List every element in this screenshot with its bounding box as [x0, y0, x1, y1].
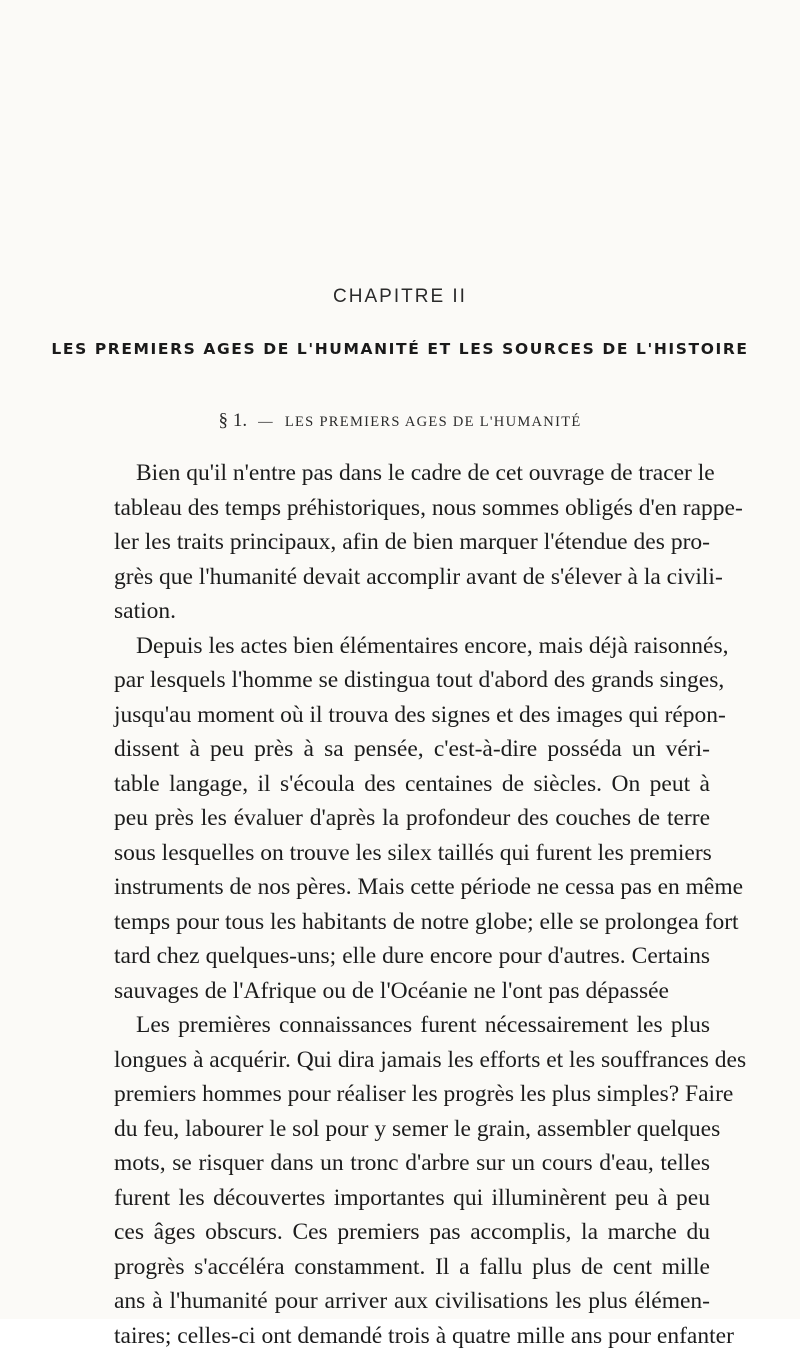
- text-line: Bien qu'il n'entre pas dans le cadre de cet ouvrage de tracer le: [114, 456, 710, 491]
- text-line: ler les traits principaux, afin de bien marquer l'étendue des pro-: [114, 525, 710, 560]
- text-line: sauvages de l'Afrique ou de l'Océanie ne l'ont pas dépassée: [114, 974, 710, 1009]
- text-line: longues à acquérir. Qui dira jamais les efforts et les souffrances des: [114, 1043, 710, 1078]
- text-line: table langage, il s'écoula des centaines de siècles. On peut à: [114, 767, 710, 802]
- body-text: [114, 456, 710, 1353]
- text-line: ces âges obscurs. Ces premiers pas accomplis, la marche du: [114, 1215, 710, 1250]
- chapter-heading: CHAPITRE II: [0, 286, 800, 308]
- text-line: premiers hommes pour réaliser les progrès les plus simples? Faire: [114, 1077, 710, 1112]
- text-line: taires; celles-ci ont demandé trois à quatre mille ans pour enfanter: [114, 1319, 710, 1353]
- text-line: sation.: [114, 594, 710, 629]
- text-line: dissent à peu près à sa pensée, c'est-à-dire posséda un véri-: [114, 732, 710, 767]
- section-number: 1.: [233, 410, 247, 431]
- text-line: tableau des temps préhistoriques, nous sommes obligés d'en rappe-: [114, 491, 710, 526]
- text-line: ans à l'humanité pour arriver aux civilisations les plus élémen-: [114, 1284, 710, 1319]
- text-line: Les premières connaissances furent nécessairement les plus: [114, 1008, 710, 1043]
- text-line: peu près les évaluer d'après la profondeur des couches de terre: [114, 801, 710, 836]
- text-line: tard chez quelques-uns; elle dure encore pour d'autres. Certains: [114, 939, 710, 974]
- section-title: LES PREMIERS AGES DE L'HUMANITÉ: [285, 414, 582, 430]
- section-heading: [0, 410, 800, 432]
- text-line: sous lesquelles on trouve les silex taillés qui furent les premiers: [114, 836, 710, 871]
- section-dash: —: [258, 414, 274, 430]
- text-line: progrès s'accéléra constamment. Il a fallu plus de cent mille: [114, 1250, 710, 1285]
- text-line: par lesquels l'homme se distingua tout d'abord des grands singes,: [114, 663, 710, 698]
- text-line: furent les découvertes importantes qui illuminèrent peu à peu: [114, 1181, 710, 1216]
- text-line: instruments de nos pères. Mais cette période ne cessa pas en même: [114, 870, 710, 905]
- text-line: Depuis les actes bien élémentaires encore, mais déjà raisonnés,: [114, 629, 710, 664]
- text-line: temps pour tous les habitants de notre globe; elle se prolongea fort: [114, 905, 710, 940]
- text-line: grès que l'humanité devait accomplir avant de s'élever à la civili-: [114, 560, 710, 595]
- section-mark: §: [218, 410, 228, 431]
- text-line: du feu, labourer le sol pour y semer le grain, assembler quelques: [114, 1112, 710, 1147]
- text-line: mots, se risquer dans un tronc d'arbre sur un cours d'eau, telles: [114, 1146, 710, 1181]
- text-line: jusqu'au moment où il trouva des signes et des images qui répon-: [114, 698, 710, 733]
- chapter-title: LES PREMIERS AGES DE L'HUMANITÉ ET LES SOURCES DE L'HISTOIRE: [0, 340, 800, 358]
